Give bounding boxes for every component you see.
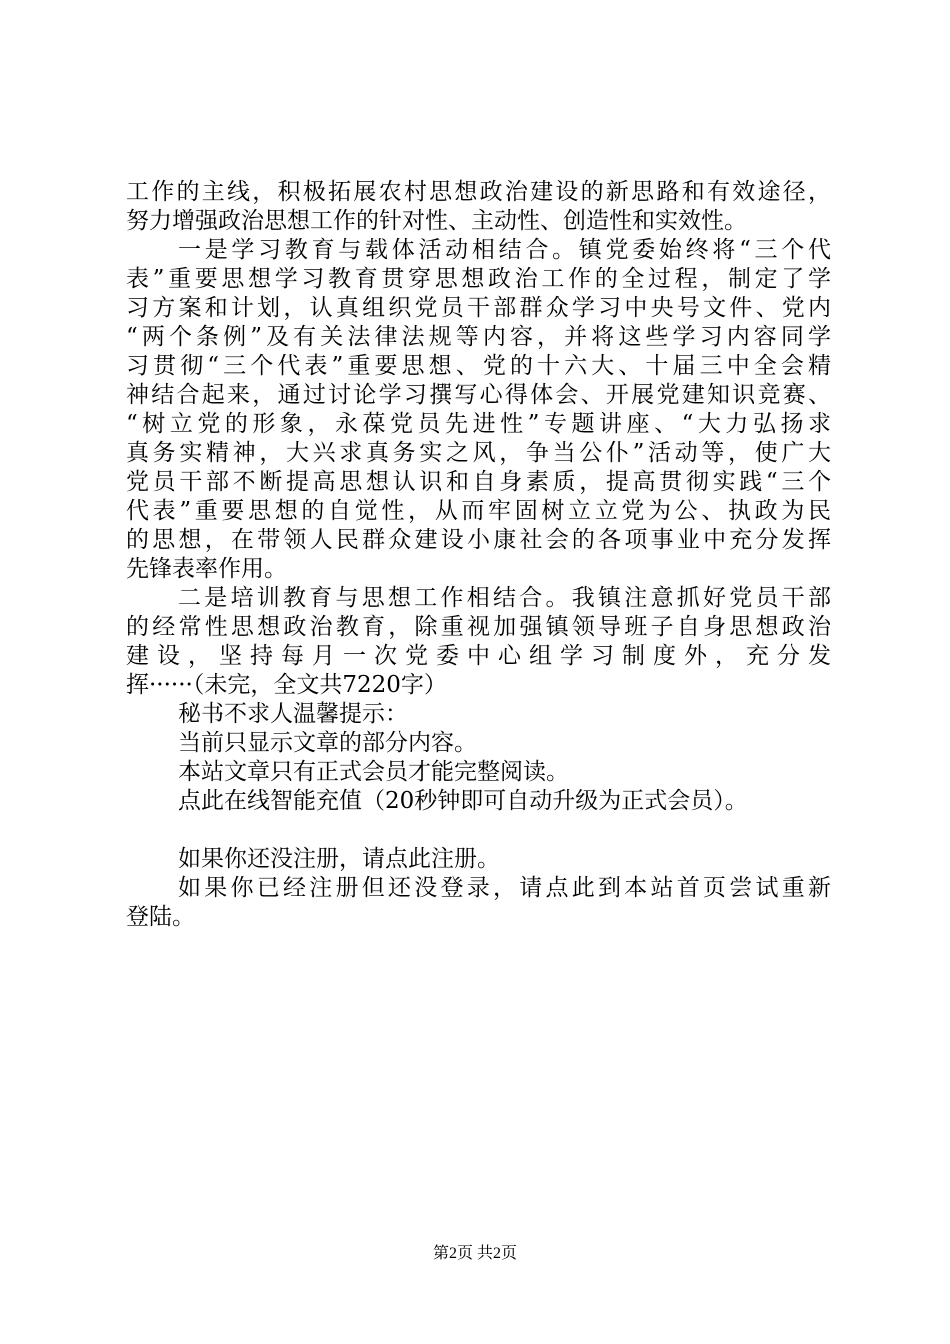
text-line: 努力增强政治思想工作的针对性、主动性、创造性和实效性。 xyxy=(126,208,747,234)
text-line: 工作的主线，积极拓展农村思想政治建设的新思路和有效途径， xyxy=(126,179,831,205)
tip-heading: 秘书不求人温馨提示： xyxy=(178,701,408,727)
tip-line: 本站文章只有正式会员才能完整阅读。 xyxy=(178,759,569,785)
text-line: 建设，坚持每月一次党委中心组学习制度外，充分发 xyxy=(126,643,831,669)
paragraph-start-line: 二是培训教育与思想工作相结合。我镇注意抓好党员干部 xyxy=(178,585,831,611)
page-footer: 第2页 共2页 xyxy=(432,1245,517,1262)
text-line: 神结合起来，通过讨论学习撰写心得体会、开展党建知识竞赛、 xyxy=(126,382,831,408)
login-link[interactable]: 如果你已经注册但还没登录，请点此到本站首页尝试重新 xyxy=(178,875,831,901)
login-link-continuation[interactable]: 登陆。 xyxy=(126,904,195,930)
recharge-link[interactable]: 点此在线智能充值（20秒钟即可自动升级为正式会员）。 xyxy=(178,788,748,814)
truncation-line: 挥······（未完，全文共7220字） xyxy=(126,672,447,698)
text-line: 表”重要思想学习教育贯穿思想政治工作的全过程，制定了学 xyxy=(126,266,831,292)
text-line: 先锋表率作用。 xyxy=(126,556,287,582)
register-link[interactable]: 如果你还没注册，请点此注册。 xyxy=(178,846,500,872)
text-line: 的经常性思想政治教育，除重视加强镇领导班子自身思想政治 xyxy=(126,614,831,640)
text-line: 党员干部不断提高思想认识和自身素质，提高贯彻实践“三个 xyxy=(126,469,831,495)
text-line: 习贯彻“三个代表”重要思想、党的十六大、十届三中全会精 xyxy=(126,353,831,379)
tip-line: 当前只显示文章的部分内容。 xyxy=(178,730,477,756)
text-line: 代表”重要思想的自觉性，从而牢固树立立党为公、执政为民 xyxy=(126,498,831,524)
text-line: 真务实精神，大兴求真务实之风，争当公仆”活动等，使广大 xyxy=(126,440,831,466)
text-line: “树立党的形象，永葆党员先进性”专题讲座、“大力弘扬求 xyxy=(126,411,831,437)
text-line: “两个条例”及有关法律法规等内容，并将这些学习内容同学 xyxy=(126,324,831,350)
text-line: 的思想，在带领人民群众建设小康社会的各项事业中充分发挥 xyxy=(126,527,831,553)
text-line: 习方案和计划，认真组织党员干部群众学习中央号文件、党内 xyxy=(126,295,831,321)
paragraph-start-line: 一是学习教育与载体活动相结合。镇党委始终将“三个代 xyxy=(178,237,831,263)
